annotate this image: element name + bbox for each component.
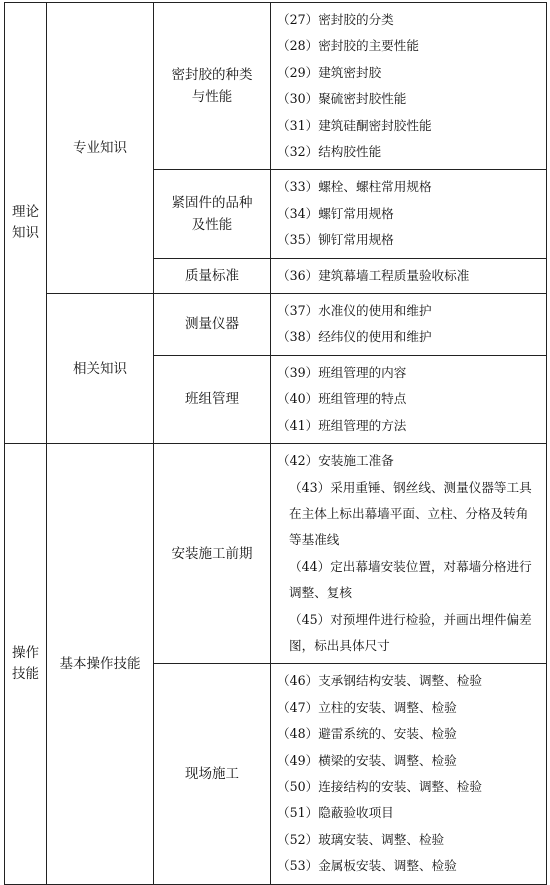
- group-cell-related: [47, 294, 154, 444]
- list-item: （51）隐蔽验收项目: [277, 805, 394, 821]
- topic-cell-team: [154, 355, 271, 443]
- topic-label-line: 及性能: [191, 217, 233, 234]
- table-row: [5, 444, 547, 664]
- list-item: （50）连接结构的安装、调整、检验: [277, 778, 482, 794]
- list-item: （48）避雷系统的、安装、检验: [277, 726, 457, 742]
- items-cell-quality: [271, 258, 547, 293]
- items-cell-instruments: [271, 294, 547, 356]
- items-cell-early: [271, 444, 547, 664]
- group-cell-basic: [47, 444, 154, 885]
- list-item: （27）密封胶的分类: [277, 12, 394, 27]
- items-cell-sealant: [271, 3, 547, 170]
- list-item: （52）玻璃安装、调整、检验: [277, 831, 445, 847]
- syllabus-table: [4, 2, 547, 885]
- topic-label: 测量仪器: [185, 316, 239, 333]
- list-item: （47）立柱的安装、调整、检验: [277, 699, 457, 715]
- topic-cell-early: [154, 444, 271, 664]
- list-item: （42）安装施工准备: [277, 453, 394, 469]
- list-item: （28）密封胶的主要性能: [277, 38, 419, 54]
- topic-label: 安装施工前期: [171, 545, 253, 562]
- topic-cell-quality: [154, 258, 271, 293]
- group-label: 相关知识: [73, 360, 127, 377]
- topic-label: 班组管理: [185, 391, 239, 408]
- topic-label: 质量标准: [185, 267, 239, 284]
- list-item: （31）建筑硅酮密封胶性能: [277, 117, 432, 133]
- list-item: （36）建筑幕墙工程质量验收标准: [277, 267, 470, 283]
- topic-cell-site: [154, 664, 271, 884]
- category-label-line: 知识: [12, 225, 39, 242]
- group-label: 专业知识: [73, 140, 127, 157]
- category-label-line: 理论: [12, 204, 39, 221]
- table-row: [5, 294, 547, 356]
- category-cell-theory: [5, 3, 47, 444]
- list-item: （44）定出幕墙安装位置，对幕墙分格进行调整、复核: [289, 558, 532, 601]
- list-item: （39）班组管理的内容: [277, 364, 407, 380]
- topic-label-line: 紧固件的品种: [171, 195, 253, 212]
- list-item: （35）铆钉常用规格: [277, 232, 394, 248]
- category-label-line: 技能: [12, 665, 39, 682]
- list-item: （34）螺钉常用规格: [277, 205, 394, 221]
- list-item: （40）班组管理的特点: [277, 391, 407, 407]
- list-item: （43）采用重锤、钢丝线、测量仪器等工具在主体上标出幕墙平面、立柱、分格及转角等基准线: [289, 479, 532, 548]
- list-item: （30）聚硫密封胶性能: [277, 91, 407, 107]
- topic-label: 现场施工: [185, 765, 239, 782]
- topic-cell-instruments: [154, 294, 271, 356]
- category-cell-skills: [5, 444, 47, 885]
- group-label: 基本操作技能: [59, 655, 141, 672]
- topic-label-line: 密封胶的种类: [171, 67, 253, 84]
- topic-label-line: 与性能: [191, 89, 233, 106]
- list-item: （41）班组管理的方法: [277, 417, 407, 433]
- list-item: （29）建筑密封胶: [277, 64, 382, 80]
- list-item: （38）经纬仪的使用和维护: [277, 329, 432, 345]
- list-item: （53）金属板安装、调整、检验: [277, 858, 457, 874]
- items-cell-site: [271, 664, 547, 884]
- list-item: （46）支承钢结构安装、调整、检验: [277, 673, 482, 689]
- list-item: （45）对预埋件进行检验，并画出埋件偏差图，标出具体尺寸: [289, 611, 532, 653]
- topic-cell-sealant: [154, 3, 271, 170]
- list-item: （49）横梁的安装、调整、检验: [277, 752, 457, 768]
- table-row: [5, 3, 547, 170]
- topic-cell-fasteners: [154, 170, 271, 258]
- category-label-line: 操作: [12, 644, 39, 661]
- list-item: （33）螺栓、螺柱常用规格: [277, 179, 432, 195]
- items-cell-team: [271, 355, 547, 443]
- items-cell-fasteners: [271, 170, 547, 258]
- list-item: （37）水准仪的使用和维护: [277, 303, 432, 319]
- group-cell-professional: [47, 3, 154, 294]
- list-item: （32）结构胶性能: [277, 144, 382, 160]
